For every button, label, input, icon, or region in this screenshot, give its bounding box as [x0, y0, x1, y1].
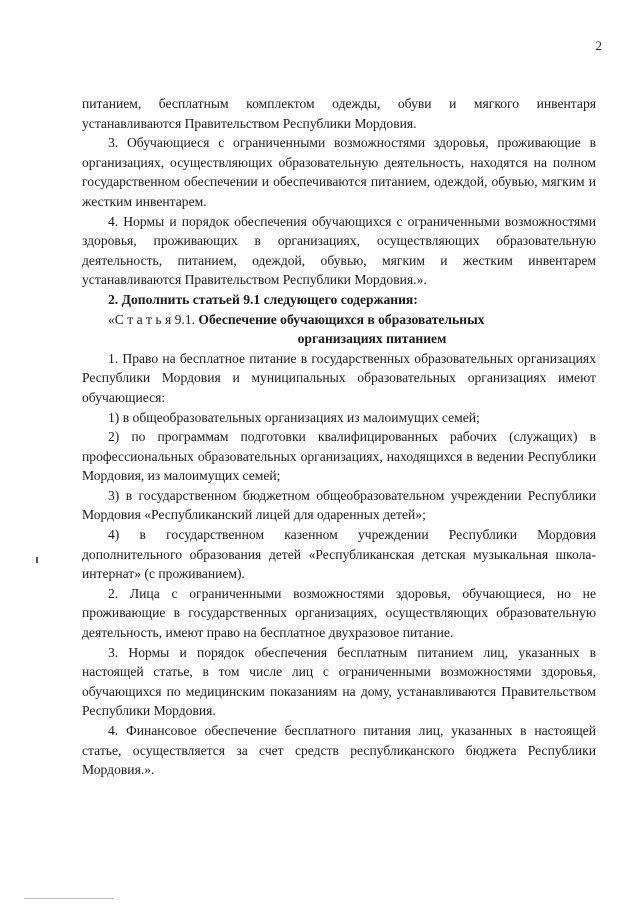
page-number: 2: [595, 38, 602, 53]
scan-speck: [36, 557, 38, 563]
amendment-2-text: 2. Дополнить статьей 9.1 следующего содержания:: [108, 291, 418, 307]
article-item: 3. Нормы и порядок обеспечения бесплатным питанием лиц, указанных в настоящей статье, в том числе лиц с ограниченными возможностями здоровья, обучающихся по медицинским показаниям на дому, устанавливаются Правительством Республики Мордовия.: [82, 644, 596, 719]
article-heading: [82, 310, 596, 349]
document-body: [82, 94, 596, 780]
article-prefix: «С т а т ь я 9.1.: [108, 311, 196, 327]
scan-speck: [24, 898, 114, 899]
article-item: 1) в общеобразовательных организациях из малоимущих семей;: [108, 409, 480, 425]
article-title-line1: Обеспечение обучающихся в образовательных: [198, 311, 485, 327]
article-item: 1. Право на бесплатное питание в государственных образовательных организациях Республики Мордовия и муниципальных образовательных организациях имеют обучающиеся:: [82, 350, 596, 405]
paragraph-continuation: питанием, бесплатным комплектом одежды, обуви и мягкого инвентаря устанавливаются Правительством Республики Мордовия.: [82, 96, 596, 131]
article-title-line2: организациях питанием: [297, 331, 447, 347]
paragraph-4: 4. Нормы и порядок обеспечения обучающихся с ограниченными возможностями здоровья, проживающих в организациях, осуществляющих образовательную деятельность, питанием, одеждой, обувью, мягким и жестким инвентарем устанавливаются Правительством Республики Мордовия.».: [82, 213, 596, 288]
article-item: 3) в государственном бюджетном общеобразовательном учреждении Республики Мордовия «Республиканский лицей для одаренных детей»;: [82, 487, 596, 523]
amendment-2: [82, 290, 596, 310]
paragraph-3: 3. Обучающиеся с ограниченными возможностями здоровья, проживающие в организациях, осуществляющих образовательную деятельность, находятся на полном государственном обеспечении и обеспечиваются питанием, одеждой, обувью, мягким и жестким инвентарем.: [82, 135, 596, 209]
article-item: 4) в государственном казенном учреждении Республики Мордовия дополнительного образования детей «Республиканская детская музыкальная школа-интернат» (с проживанием).: [82, 527, 596, 582]
article-item: 4. Финансовое обеспечение бесплатного питания лиц, указанных в настоящей статье, осуществляется за счет средств республиканского бюджета Республики Мордовия.».: [82, 723, 596, 778]
article-item: 2) по программам подготовки квалифицированных рабочих (служащих) в профессиональных образовательных организациях, находящихся в ведении Республики Мордовия, из малоимущих семей;: [82, 429, 596, 484]
article-item: 2. Лица с ограниченными возможностями здоровья, обучающиеся, но не проживающие в государственных организациях, осуществляющих образовательную деятельность, имеют право на бесплатное двухразовое питание.: [82, 585, 596, 641]
